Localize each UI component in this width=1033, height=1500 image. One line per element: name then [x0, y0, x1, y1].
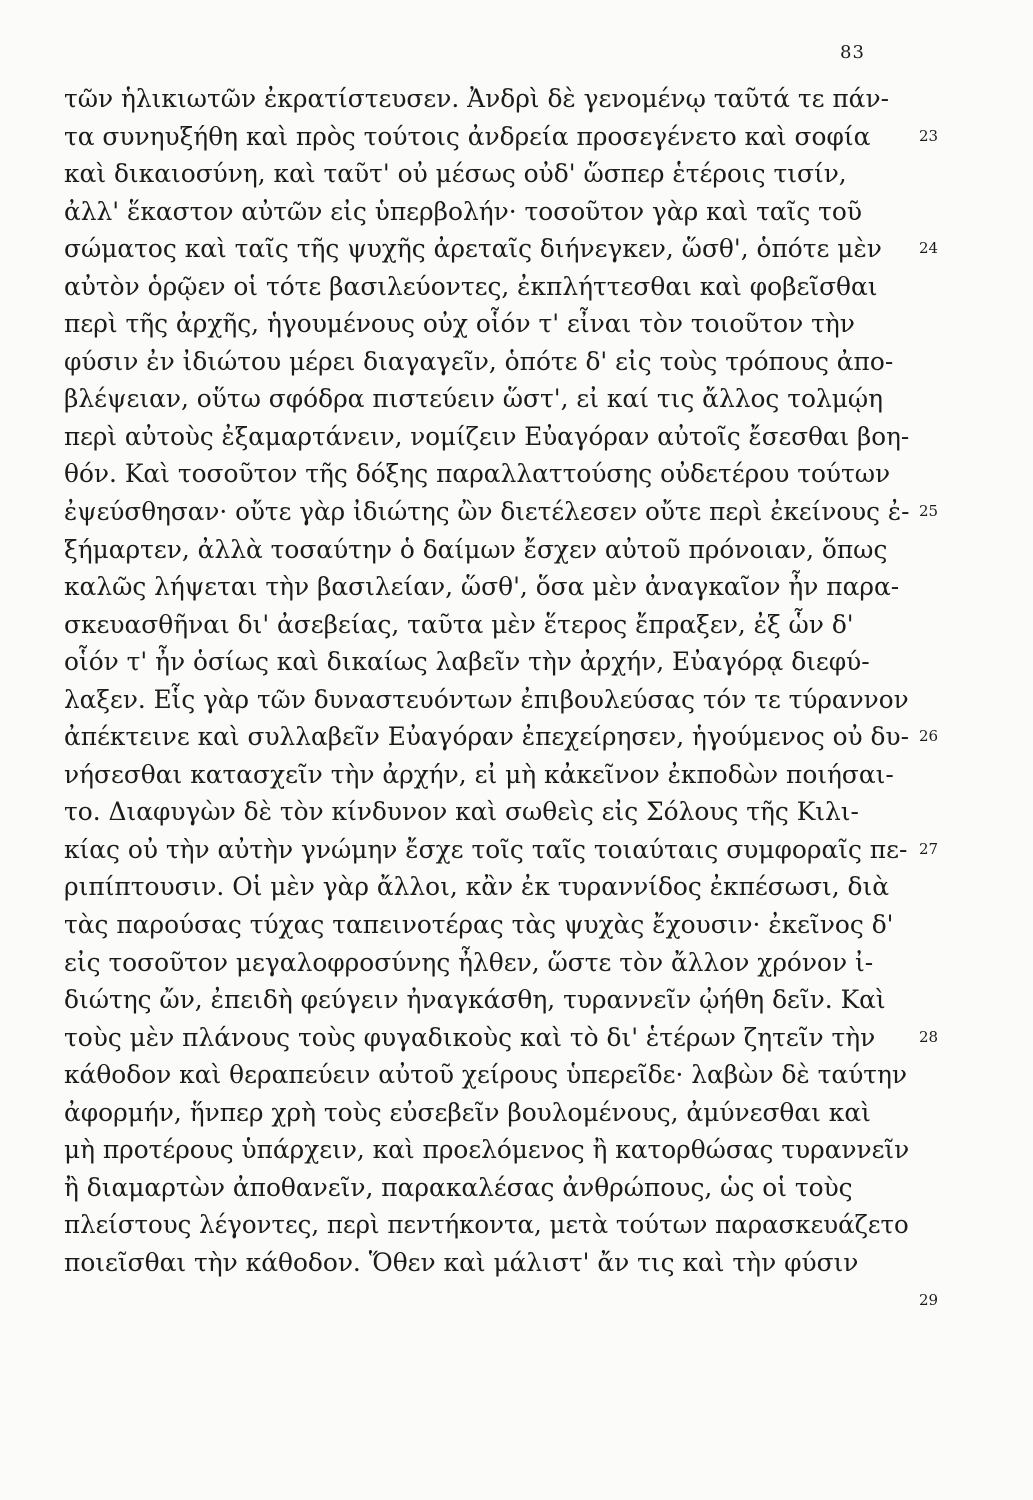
text-line [64, 831, 914, 869]
text-line [64, 868, 914, 906]
page-number: 83 [840, 42, 865, 63]
line-text: ἀπέκτεινε καὶ συλλαβεῖν Εὐαγόραν ἐπεχείρησεν, ἡγούμενος οὐ δυ- [64, 722, 909, 752]
text-line [64, 718, 914, 756]
line-text: ἀλλ' ἕκαστον αὐτῶν εἰς ὑπερβολήν· τοσοῦτον γὰρ καὶ ταῖς τοῦ [64, 196, 862, 226]
line-text: ποιεῖσθαι τὴν κάθοδον. Ὅθεν καὶ μάλιστ' ἄν τις καὶ τὴν φύσιν [64, 1247, 859, 1277]
text-line [64, 118, 914, 156]
text-line [64, 1056, 914, 1094]
section-number: 26 [919, 727, 939, 746]
line-text: μὴ προτέρους ὑπάρχειν, καὶ προελόμενος ἢ κατορθώσας τυραννεῖν [64, 1135, 910, 1165]
line-text: καὶ δικαιοσύνη, καὶ ταῦτ' οὐ μέσως οὐδ' ὥσπερ ἑτέροις τισίν, [64, 159, 847, 189]
text-line [64, 343, 914, 381]
section-number: 25 [919, 502, 939, 521]
section-number: 24 [919, 239, 939, 258]
text-line [64, 418, 914, 456]
line-text: οἷόν τ' ἦν ὁσίως καὶ δικαίως λαβεῖν τὴν ἀρχήν, Εὐαγόρᾳ διεφύ- [64, 647, 870, 677]
text-line [64, 568, 914, 606]
text-line [64, 643, 914, 681]
line-text: θόν. Καὶ τοσοῦτον τῆς δόξης παραλλαττούσης οὐδετέρου τούτων [64, 459, 891, 489]
line-text: καλῶς λήψεται τὴν βασιλείαν, ὥσθ', ὅσα μὲν ἀναγκαῖον ἦν παρα- [64, 572, 900, 602]
text-line [64, 268, 914, 306]
line-text: ἀφορμήν, ἥνπερ χρὴ τοὺς εὐσεβεῖν βουλομένους, ἀμύνεσθαι καὶ [64, 1097, 871, 1127]
line-text: πλείστους λέγοντες, περὶ πεντήκοντα, μετὰ τούτων παρασκευάζετο [64, 1210, 909, 1240]
text-line [64, 531, 914, 569]
line-text: αὐτὸν ὁρῷεν οἱ τότε βασιλεύοντες, ἐκπλήττεσθαι καὶ φοβεῖσθαι [64, 271, 878, 301]
text-line [64, 1206, 914, 1244]
line-text: περὶ τῆς ἀρχῆς, ἡγουμένους οὐχ οἷόν τ' εἶναι τὸν τοιοῦτον τὴν [64, 309, 855, 339]
text-line [64, 906, 914, 944]
line-text: κίας οὐ τὴν αὐτὴν γνώμην ἔσχε τοῖς ταῖς τοιαύταις συμφοραῖς πε- [64, 834, 908, 864]
line-text: ριπίπτουσιν. Οἱ μὲν γὰρ ἄλλοι, κἂν ἐκ τυραννίδος ἐκπέσωσι, διὰ [64, 872, 890, 902]
text-line [64, 230, 914, 268]
text-line [64, 380, 914, 418]
text-line [64, 1019, 914, 1057]
line-text: κάθοδον καὶ θεραπεύειν αὐτοῦ χείρους ὑπερεῖδε· λαβὼν δὲ ταύτην [64, 1060, 908, 1090]
line-text: το. Διαφυγὼν δὲ τὸν κίνδυνον καὶ σωθεὶς εἰς Σόλους τῆς Κιλι- [64, 797, 859, 827]
line-text: ἢ διαμαρτὼν ἀποθανεῖν, παρακαλέσας ἀνθρώπους, ὡς οἱ τοὺς [64, 1172, 853, 1202]
line-text: ἐψεύσθησαν· οὔτε γὰρ ἰδιώτης ὢν διετέλεσεν οὔτε περὶ ἐκείνους ἐ- [64, 497, 910, 527]
line-text: ξήμαρτεν, ἀλλὰ τοσαύτην ὁ δαίμων ἔσχεν αὐτοῦ πρόνοιαν, ὅπως [64, 534, 888, 564]
line-text: λαξεν. Εἷς γὰρ τῶν δυναστευόντων ἐπιβουλεύσας τόν τε τύραννον [64, 684, 909, 714]
line-text: τα συνηυξήθη καὶ πρὸς τούτοις ἀνδρεία προσεγένετο καὶ σοφία [64, 121, 871, 151]
line-text: σώματος καὶ ταῖς τῆς ψυχῆς ἀρεταῖς διήνεγκεν, ὥσθ', ὁπότε μὲν [64, 234, 882, 264]
text-line [64, 944, 914, 982]
section-number: 29 [919, 1290, 939, 1309]
line-text: εἰς τοσοῦτον μεγαλοφροσύνης ἦλθεν, ὥστε τὸν ἄλλον χρόνον ἰ- [64, 947, 874, 977]
body-text [64, 80, 939, 1309]
line-text: νήσεσθαι κατασχεῖν τὴν ἀρχήν, εἰ μὴ κἀκεῖνον ἐκποδὼν ποιήσαι- [64, 759, 894, 789]
text-line [64, 1244, 939, 1309]
text-line [64, 1169, 914, 1207]
section-number: 23 [919, 126, 939, 145]
section-number: 28 [919, 1027, 939, 1046]
text-line [64, 493, 914, 531]
line-text: φύσιν ἐν ἰδιώτου μέρει διαγαγεῖν, ὁπότε δ' εἰς τοὺς τρόπους ἀπο- [64, 346, 894, 376]
line-text: τὰς παρούσας τύχας ταπεινοτέρας τὰς ψυχὰς ἔχουσιν· ἐκεῖνος δ' [64, 910, 894, 940]
text-line [64, 1094, 914, 1132]
line-text: τοὺς μὲν πλάνους τοὺς φυγαδικοὺς καὶ τὸ δι' ἑτέρων ζητεῖν τὴν [64, 1022, 876, 1052]
line-text: τῶν ἡλικιωτῶν ἐκρατίστευσεν. Ἀνδρὶ δὲ γενομένῳ ταῦτά τε πάν- [64, 84, 889, 113]
section-number: 27 [919, 839, 939, 858]
line-text: βλέψειαν, οὕτω σφόδρα πιστεύειν ὥστ', εἰ καί τις ἄλλος τολμῴη [64, 384, 884, 414]
line-text: σκευασθῆναι δι' ἀσεβείας, ταῦτα μὲν ἕτερος ἔπραξεν, ἐξ ὧν δ' [64, 609, 854, 639]
line-text: διώτης ὤν, ἐπειδὴ φεύγειν ἠναγκάσθη, τυραννεῖν ᾠήθη δεῖν. Καὶ [64, 985, 886, 1015]
text-line [64, 155, 914, 193]
text-line [64, 1131, 914, 1169]
text-line [64, 606, 914, 644]
line-text: περὶ αὐτοὺς ἐξαμαρτάνειν, νομίζειν Εὐαγόραν αὐτοῖς ἔσεσθαι βοη- [64, 421, 910, 451]
text-line [64, 305, 914, 343]
text-line [64, 756, 914, 794]
